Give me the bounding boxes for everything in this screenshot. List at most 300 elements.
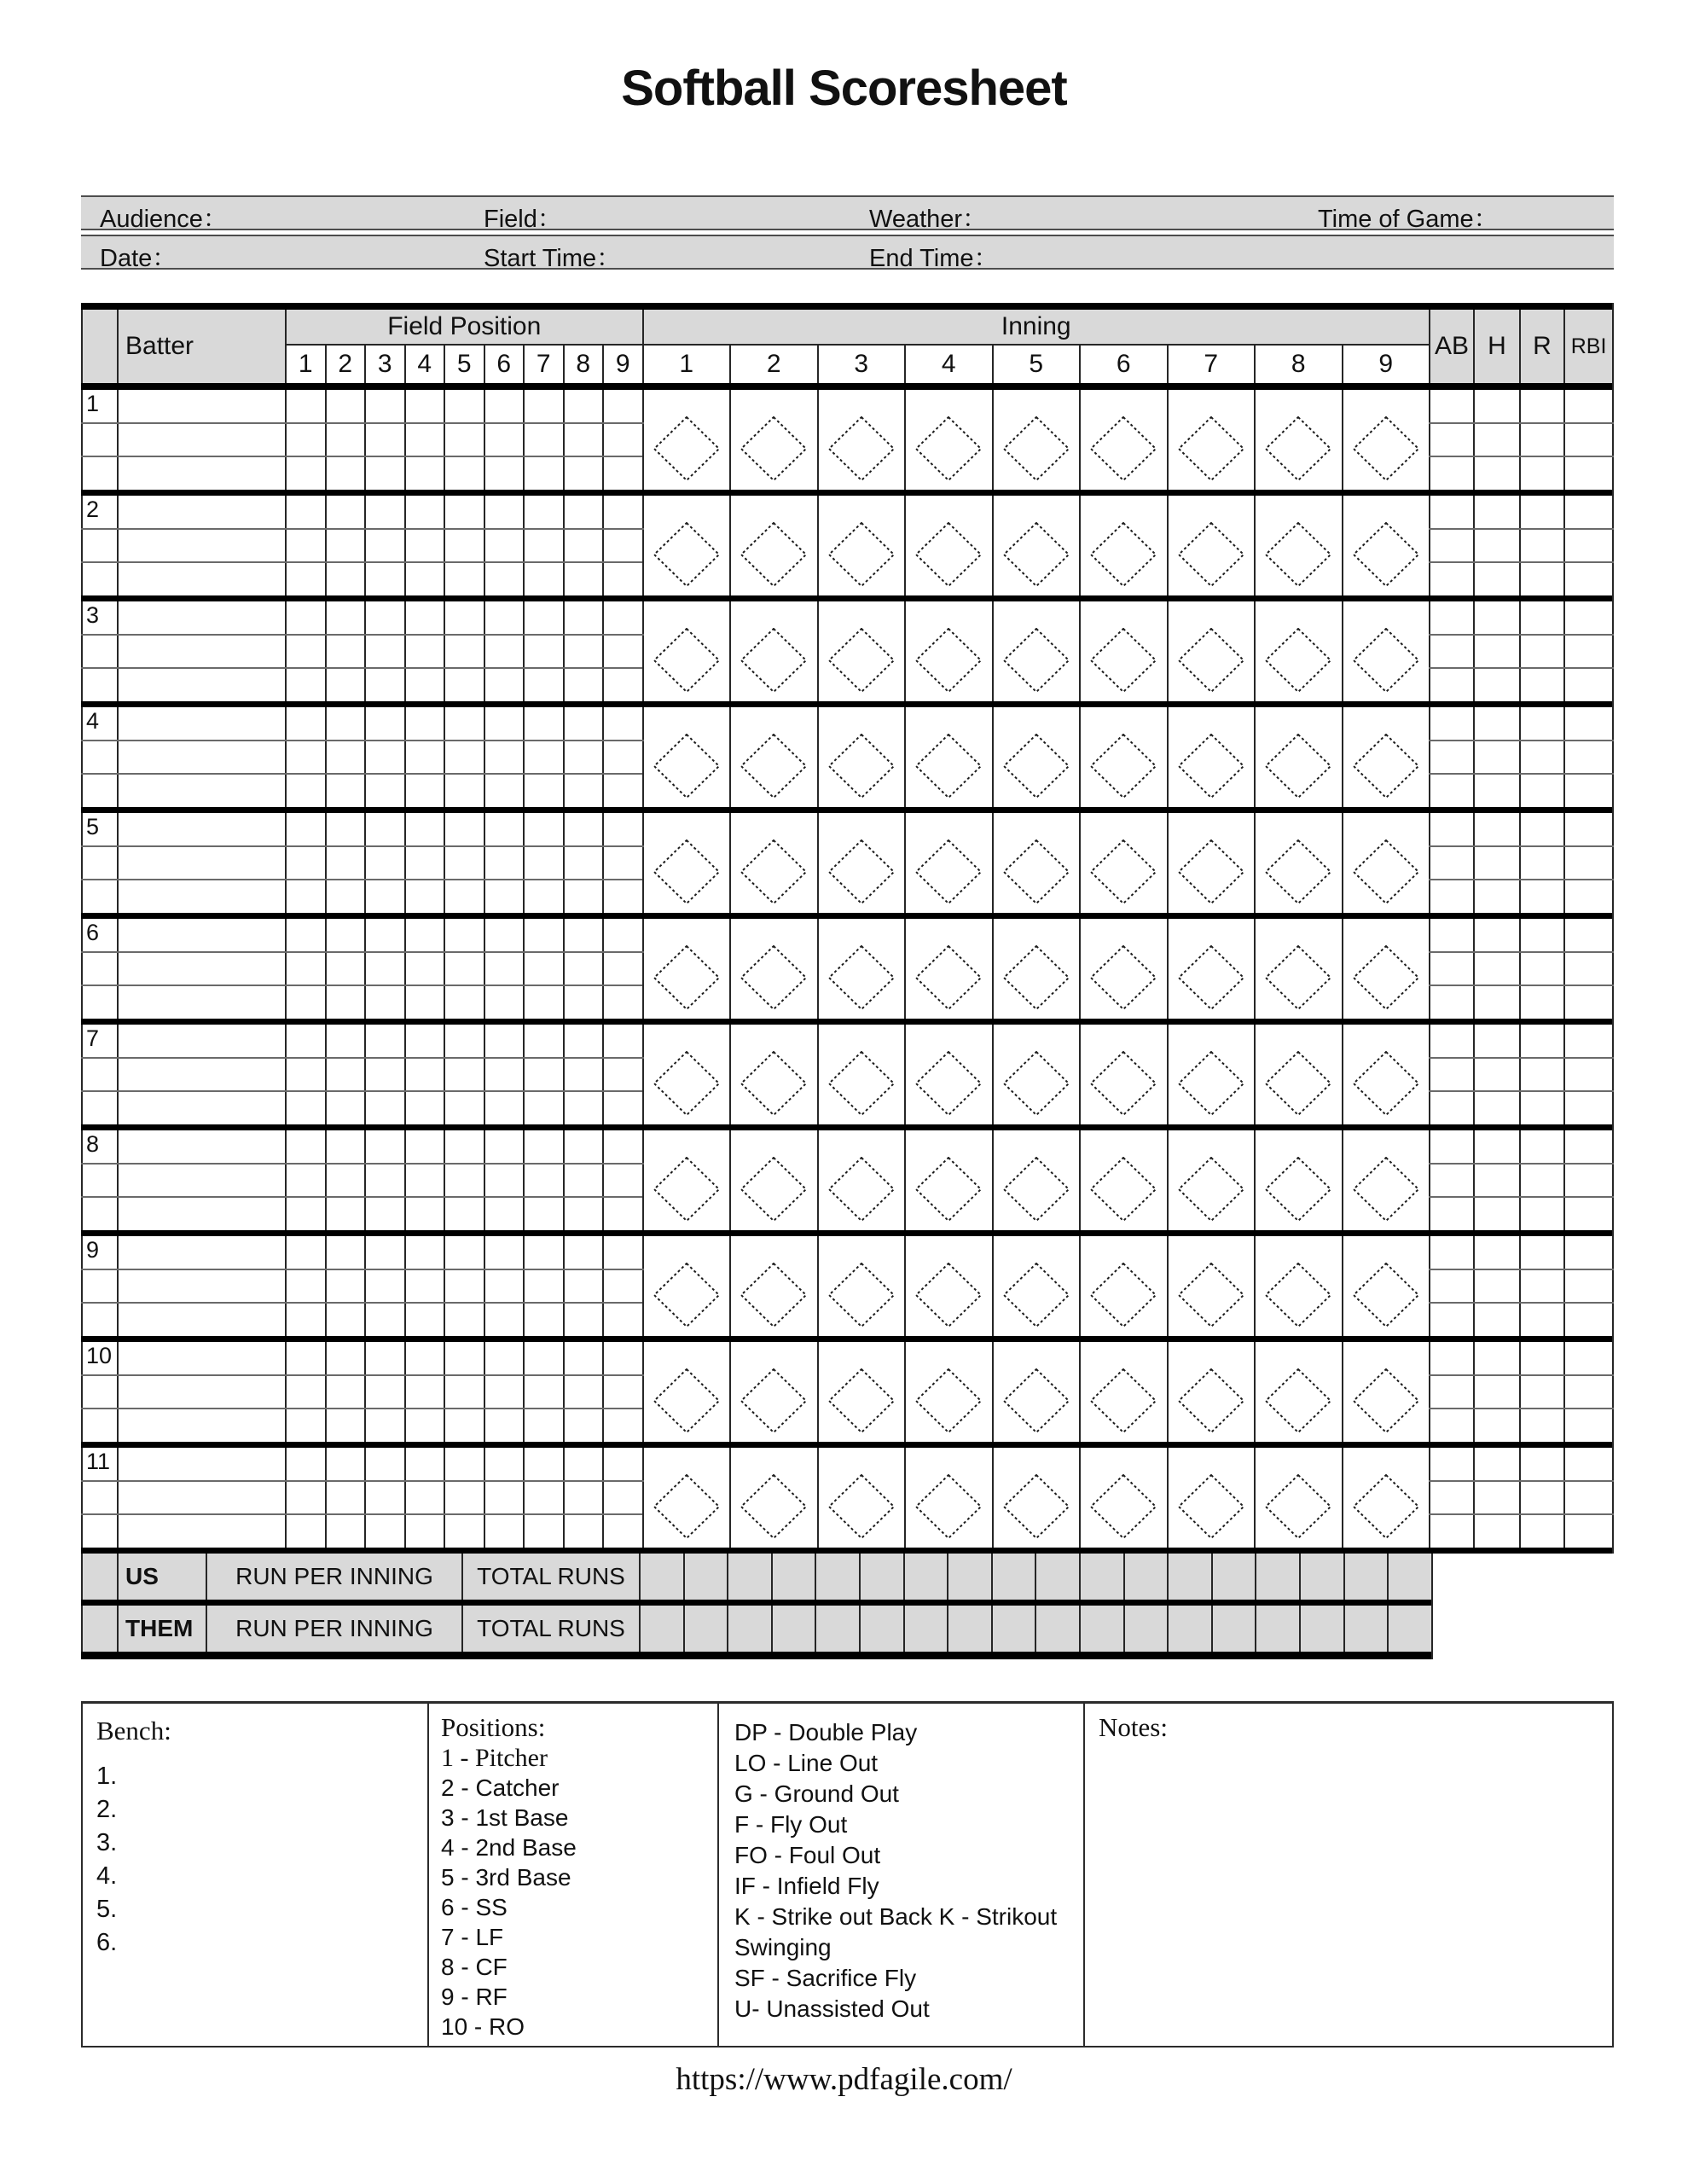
field-position-cell[interactable] [286,1375,326,1409]
inning-cell[interactable] [818,1236,906,1336]
field-position-cell[interactable] [564,741,604,774]
stat-cell[interactable] [1520,952,1564,985]
batter-name-cell[interactable] [118,1448,286,1481]
stat-cell[interactable] [1564,635,1613,668]
stat-cell[interactable] [1564,1130,1613,1164]
inning-cell[interactable] [730,1130,818,1230]
field-position-cell[interactable] [405,1091,445,1124]
field-position-cell[interactable] [405,846,445,880]
field-position-cell[interactable] [286,1236,326,1269]
field-position-cell[interactable] [484,846,525,880]
run-cell[interactable] [1124,1554,1169,1600]
field-position-cell[interactable] [326,496,366,529]
batter-name-cell[interactable] [118,1236,286,1269]
batter-name-cell[interactable] [118,635,286,668]
field-position-cell[interactable] [286,985,326,1019]
bench-line[interactable]: 5. [96,1896,118,1923]
inning-cell[interactable] [993,1025,1081,1124]
field-position-cell[interactable] [365,985,405,1019]
field-position-cell[interactable] [286,390,326,423]
field-position-cell[interactable] [524,1269,564,1303]
stat-cell[interactable] [1474,741,1520,774]
field-position-cell[interactable] [444,1375,484,1409]
field-position-cell[interactable] [564,1236,604,1269]
field-position-cell[interactable] [365,1058,405,1091]
inning-cell[interactable] [1255,601,1343,701]
field-position-cell[interactable] [603,707,643,741]
stat-cell[interactable] [1520,919,1564,952]
field-position-cell[interactable] [524,846,564,880]
field-position-cell[interactable] [444,635,484,668]
field-position-cell[interactable] [444,1303,484,1336]
inning-cell[interactable] [643,1130,731,1230]
field-position-cell[interactable] [484,1409,525,1442]
stat-cell[interactable] [1564,529,1613,562]
field-position-cell[interactable] [524,1342,564,1375]
field-position-cell[interactable] [603,880,643,913]
stat-cell[interactable] [1474,774,1520,807]
field-position-cell[interactable] [603,1514,643,1548]
bench-line[interactable]: 1. [96,1763,118,1790]
field-position-cell[interactable] [564,1058,604,1091]
inning-cell[interactable] [905,1025,993,1124]
field-position-cell[interactable] [326,1164,366,1197]
field-position-cell[interactable] [484,985,525,1019]
stat-cell[interactable] [1430,1091,1474,1124]
stat-cell[interactable] [1564,423,1613,456]
field-position-cell[interactable] [286,1448,326,1481]
field-position-cell[interactable] [365,952,405,985]
field-position-cell[interactable] [365,601,405,635]
field-position-cell[interactable] [603,846,643,880]
stat-cell[interactable] [1430,668,1474,701]
run-cell[interactable] [1300,1606,1344,1652]
field-position-cell[interactable] [405,1342,445,1375]
inning-cell[interactable] [1080,813,1168,913]
batter-name-cell[interactable] [118,601,286,635]
field-position-cell[interactable] [603,1375,643,1409]
field-position-cell[interactable] [405,562,445,595]
stat-cell[interactable] [1430,1236,1474,1269]
field-position-cell[interactable] [564,390,604,423]
field-position-cell[interactable] [484,774,525,807]
field-position-cell[interactable] [444,668,484,701]
stat-cell[interactable] [1474,423,1520,456]
stat-cell[interactable] [1474,496,1520,529]
stat-cell[interactable] [1564,1342,1613,1375]
field-position-cell[interactable] [444,562,484,595]
inning-cell[interactable] [643,919,731,1019]
field-position-cell[interactable] [405,707,445,741]
run-cell[interactable] [992,1606,1036,1652]
batter-name-cell[interactable] [118,1409,286,1442]
inning-cell[interactable] [1168,1130,1256,1230]
stat-cell[interactable] [1520,1197,1564,1230]
run-cell[interactable] [1080,1554,1124,1600]
inning-cell[interactable] [905,601,993,701]
field-position-cell[interactable] [326,1025,366,1058]
field-position-cell[interactable] [326,1481,366,1514]
field-position-cell[interactable] [405,1481,445,1514]
field-position-cell[interactable] [603,985,643,1019]
field-position-cell[interactable] [286,1197,326,1230]
inning-cell[interactable] [730,919,818,1019]
field-position-cell[interactable] [286,846,326,880]
field-position-cell[interactable] [484,813,525,846]
inning-cell[interactable] [905,813,993,913]
stat-cell[interactable] [1430,1303,1474,1336]
inning-cell[interactable] [818,601,906,701]
game-info-row-1[interactable] [81,195,1614,233]
game-info-row-2[interactable] [81,235,1614,270]
field-position-cell[interactable] [405,952,445,985]
stat-cell[interactable] [1430,985,1474,1019]
inning-cell[interactable] [1168,1342,1256,1442]
field-position-cell[interactable] [564,1375,604,1409]
field-position-cell[interactable] [564,635,604,668]
field-position-cell[interactable] [564,774,604,807]
run-cell[interactable] [1344,1606,1389,1652]
batter-name-cell[interactable] [118,1514,286,1548]
field-position-cell[interactable] [405,1197,445,1230]
stat-cell[interactable] [1474,1025,1520,1058]
stat-cell[interactable] [1430,1448,1474,1481]
field-position-cell[interactable] [405,1448,445,1481]
field-position-cell[interactable] [444,774,484,807]
field-position-cell[interactable] [326,1197,366,1230]
inning-cell[interactable] [818,1342,906,1442]
stat-cell[interactable] [1474,1303,1520,1336]
field-position-cell[interactable] [603,1236,643,1269]
field-position-cell[interactable] [286,1025,326,1058]
run-cell[interactable] [860,1606,904,1652]
notes-section[interactable] [1083,1704,1612,2046]
stat-cell[interactable] [1520,1058,1564,1091]
footer-url[interactable]: https://www.pdfagile.com/ [676,2062,1012,2097]
field-position-cell[interactable] [484,1197,525,1230]
field-position-cell[interactable] [524,952,564,985]
inning-cell[interactable] [1080,390,1168,490]
batter-name-cell[interactable] [118,1164,286,1197]
field-position-cell[interactable] [286,774,326,807]
inning-cell[interactable] [1343,601,1430,701]
inning-cell[interactable] [993,1448,1081,1548]
field-position-cell[interactable] [564,880,604,913]
field-position-cell[interactable] [524,741,564,774]
stat-cell[interactable] [1474,813,1520,846]
stat-cell[interactable] [1430,529,1474,562]
stat-cell[interactable] [1474,1197,1520,1230]
field-position-cell[interactable] [405,1269,445,1303]
run-cell[interactable] [815,1554,860,1600]
stat-cell[interactable] [1564,1025,1613,1058]
stat-cell[interactable] [1564,707,1613,741]
field-position-cell[interactable] [326,952,366,985]
batter-name-cell[interactable] [118,813,286,846]
inning-cell[interactable] [993,1236,1081,1336]
inning-cell[interactable] [993,601,1081,701]
field-position-cell[interactable] [326,668,366,701]
inning-cell[interactable] [643,601,731,701]
batter-name-cell[interactable] [118,919,286,952]
field-position-cell[interactable] [286,423,326,456]
run-cell[interactable] [1035,1606,1080,1652]
batter-name-cell[interactable] [118,1303,286,1336]
inning-cell[interactable] [730,1025,818,1124]
run-cell[interactable] [815,1606,860,1652]
batter-name-cell[interactable] [118,423,286,456]
field-position-cell[interactable] [405,741,445,774]
stat-cell[interactable] [1474,1448,1520,1481]
field-position-cell[interactable] [484,1025,525,1058]
inning-cell[interactable] [1255,1342,1343,1442]
field-position-cell[interactable] [484,1164,525,1197]
stat-cell[interactable] [1520,423,1564,456]
field-position-cell[interactable] [524,529,564,562]
stat-cell[interactable] [1474,390,1520,423]
inning-cell[interactable] [643,1342,731,1442]
field-position-cell[interactable] [524,390,564,423]
run-cell[interactable] [1080,1606,1124,1652]
run-cell[interactable] [1344,1554,1389,1600]
field-position-cell[interactable] [603,423,643,456]
batter-name-cell[interactable] [118,741,286,774]
inning-cell[interactable] [1255,813,1343,913]
field-position-cell[interactable] [484,952,525,985]
inning-cell[interactable] [905,1236,993,1336]
stat-cell[interactable] [1520,1236,1564,1269]
inning-cell[interactable] [1343,1342,1430,1442]
inning-cell[interactable] [1255,1448,1343,1548]
run-cell[interactable] [1388,1554,1432,1600]
field-position-cell[interactable] [405,1409,445,1442]
field-position-cell[interactable] [524,1058,564,1091]
field-position-cell[interactable] [564,1514,604,1548]
stat-cell[interactable] [1474,1058,1520,1091]
field-position-cell[interactable] [444,1197,484,1230]
run-cell[interactable] [1168,1554,1212,1600]
inning-cell[interactable] [643,707,731,807]
field-position-cell[interactable] [286,880,326,913]
run-cell[interactable] [640,1554,684,1600]
field-position-cell[interactable] [444,1409,484,1442]
inning-cell[interactable] [1168,919,1256,1019]
field-position-cell[interactable] [365,919,405,952]
batter-name-cell[interactable] [118,456,286,490]
batter-name-cell[interactable] [118,1269,286,1303]
field-position-cell[interactable] [603,741,643,774]
stat-cell[interactable] [1564,1164,1613,1197]
field-position-cell[interactable] [603,1091,643,1124]
inning-cell[interactable] [730,601,818,701]
field-position-cell[interactable] [564,601,604,635]
field-position-cell[interactable] [326,601,366,635]
field-position-cell[interactable] [484,741,525,774]
field-position-cell[interactable] [524,496,564,529]
field-position-cell[interactable] [405,390,445,423]
inning-cell[interactable] [1080,1236,1168,1336]
inning-cell[interactable] [1343,813,1430,913]
inning-cell[interactable] [730,1342,818,1442]
field-position-cell[interactable] [484,707,525,741]
batter-name-cell[interactable] [118,707,286,741]
field-position-cell[interactable] [365,635,405,668]
stat-cell[interactable] [1430,1130,1474,1164]
stat-cell[interactable] [1564,919,1613,952]
field-position-cell[interactable] [603,1025,643,1058]
stat-cell[interactable] [1520,741,1564,774]
field-position-cell[interactable] [326,1058,366,1091]
field-position-cell[interactable] [444,880,484,913]
field-position-cell[interactable] [484,1091,525,1124]
stat-cell[interactable] [1564,1269,1613,1303]
run-cell[interactable] [860,1554,904,1600]
stat-cell[interactable] [1520,601,1564,635]
field-position-cell[interactable] [603,668,643,701]
stat-cell[interactable] [1564,1514,1613,1548]
batter-name-cell[interactable] [118,529,286,562]
inning-cell[interactable] [818,496,906,595]
field-position-cell[interactable] [484,1448,525,1481]
inning-cell[interactable] [730,707,818,807]
stat-cell[interactable] [1564,846,1613,880]
stat-cell[interactable] [1564,496,1613,529]
batter-name-cell[interactable] [118,1342,286,1375]
stat-cell[interactable] [1430,1514,1474,1548]
field-position-cell[interactable] [405,635,445,668]
run-cell[interactable] [640,1606,684,1652]
run-cell[interactable] [684,1554,728,1600]
field-position-cell[interactable] [365,529,405,562]
field-position-cell[interactable] [286,707,326,741]
stat-cell[interactable] [1474,635,1520,668]
field-position-cell[interactable] [524,1130,564,1164]
inning-cell[interactable] [1080,1130,1168,1230]
field-position-cell[interactable] [444,456,484,490]
stat-cell[interactable] [1430,919,1474,952]
field-position-cell[interactable] [564,423,604,456]
stat-cell[interactable] [1474,562,1520,595]
field-position-cell[interactable] [524,1448,564,1481]
stat-cell[interactable] [1474,707,1520,741]
field-position-cell[interactable] [405,880,445,913]
field-position-cell[interactable] [444,1481,484,1514]
stat-cell[interactable] [1564,1481,1613,1514]
field-position-cell[interactable] [484,456,525,490]
inning-cell[interactable] [1080,496,1168,595]
field-position-cell[interactable] [405,1303,445,1336]
field-position-cell[interactable] [326,741,366,774]
field-position-cell[interactable] [365,846,405,880]
field-position-cell[interactable] [524,1164,564,1197]
inning-cell[interactable] [818,919,906,1019]
field-position-cell[interactable] [326,1448,366,1481]
stat-cell[interactable] [1564,1303,1613,1336]
stat-cell[interactable] [1474,1130,1520,1164]
field-position-cell[interactable] [444,1130,484,1164]
stat-cell[interactable] [1520,774,1564,807]
field-position-cell[interactable] [365,1303,405,1336]
field-position-cell[interactable] [444,390,484,423]
inning-cell[interactable] [993,1342,1081,1442]
stat-cell[interactable] [1520,1269,1564,1303]
field-position-cell[interactable] [564,1342,604,1375]
inning-cell[interactable] [1343,707,1430,807]
field-position-cell[interactable] [326,846,366,880]
field-position-cell[interactable] [484,1130,525,1164]
field-position-cell[interactable] [326,774,366,807]
stat-cell[interactable] [1520,846,1564,880]
inning-cell[interactable] [730,390,818,490]
field-position-cell[interactable] [405,1130,445,1164]
field-position-cell[interactable] [326,456,366,490]
field-position-cell[interactable] [524,880,564,913]
field-position-cell[interactable] [564,668,604,701]
field-position-cell[interactable] [564,496,604,529]
inning-cell[interactable] [1343,496,1430,595]
stat-cell[interactable] [1430,741,1474,774]
run-cell[interactable] [684,1606,728,1652]
stat-cell[interactable] [1430,1197,1474,1230]
inning-cell[interactable] [1255,919,1343,1019]
field-position-cell[interactable] [564,1130,604,1164]
stat-cell[interactable] [1430,456,1474,490]
field-position-cell[interactable] [603,952,643,985]
field-position-cell[interactable] [524,456,564,490]
stat-cell[interactable] [1474,1269,1520,1303]
inning-cell[interactable] [1080,919,1168,1019]
stat-cell[interactable] [1520,635,1564,668]
field-position-cell[interactable] [603,1303,643,1336]
stat-cell[interactable] [1474,1164,1520,1197]
run-cell[interactable] [728,1606,772,1652]
stat-cell[interactable] [1564,1058,1613,1091]
field-position-cell[interactable] [524,813,564,846]
field-position-cell[interactable] [405,1514,445,1548]
stat-cell[interactable] [1430,601,1474,635]
bench-line[interactable]: 6. [96,1929,118,1956]
inning-cell[interactable] [905,1342,993,1442]
field-position-cell[interactable] [564,846,604,880]
batter-name-cell[interactable] [118,985,286,1019]
field-position-cell[interactable] [564,1197,604,1230]
field-position-cell[interactable] [365,1409,405,1442]
run-cell[interactable] [1212,1554,1256,1600]
field-position-cell[interactable] [365,423,405,456]
field-position-cell[interactable] [365,1481,405,1514]
field-position-cell[interactable] [603,1130,643,1164]
inning-cell[interactable] [905,1448,993,1548]
stat-cell[interactable] [1520,1342,1564,1375]
batter-name-cell[interactable] [118,774,286,807]
field-position-cell[interactable] [484,1481,525,1514]
stat-cell[interactable] [1430,1025,1474,1058]
inning-cell[interactable] [993,919,1081,1019]
field-position-cell[interactable] [524,774,564,807]
field-position-cell[interactable] [286,1409,326,1442]
field-position-cell[interactable] [444,741,484,774]
inning-cell[interactable] [1255,390,1343,490]
field-position-cell[interactable] [524,707,564,741]
field-position-cell[interactable] [405,1236,445,1269]
field-position-cell[interactable] [524,1197,564,1230]
inning-cell[interactable] [1168,1236,1256,1336]
run-cell[interactable] [1168,1606,1212,1652]
inning-cell[interactable] [1343,1448,1430,1548]
field-position-cell[interactable] [564,985,604,1019]
field-position-cell[interactable] [405,668,445,701]
inning-cell[interactable] [1168,1025,1256,1124]
